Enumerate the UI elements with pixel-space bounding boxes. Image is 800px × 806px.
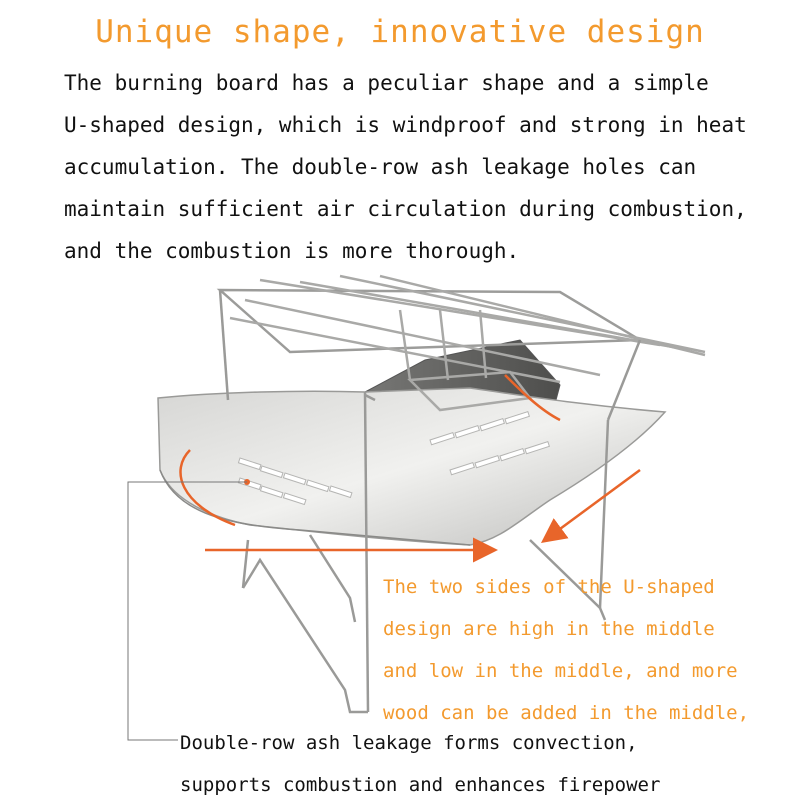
u-shaped-burning-board: [158, 388, 665, 545]
callout-line: wood can be added in the middle,: [383, 702, 750, 724]
page-title: Unique shape, innovative design: [95, 14, 705, 50]
ash-holes-callout: [180, 722, 790, 806]
intro-line: The burning board has a peculiar shape and a simple: [64, 71, 709, 95]
callout-line: supports combustion and enhances firepower: [180, 774, 661, 796]
callout-line: and low in the middle, and more: [383, 660, 738, 682]
u-shape-callout: [383, 566, 793, 734]
intro-paragraph: [64, 62, 794, 272]
intro-line: accumulation. The double-row ash leakage holes can: [64, 155, 697, 179]
callout-line: design are high in the middle: [383, 618, 715, 640]
callout-line: Double-row ash leakage forms convection,: [180, 732, 638, 754]
callout-line: The two sides of the U-shaped: [383, 576, 715, 598]
intro-line: and the combustion is more thorough.: [64, 239, 520, 263]
intro-line: U-shaped design, which is windproof and strong in heat: [64, 113, 747, 137]
intro-line: maintain sufficient air circulation during combustion,: [64, 197, 747, 221]
